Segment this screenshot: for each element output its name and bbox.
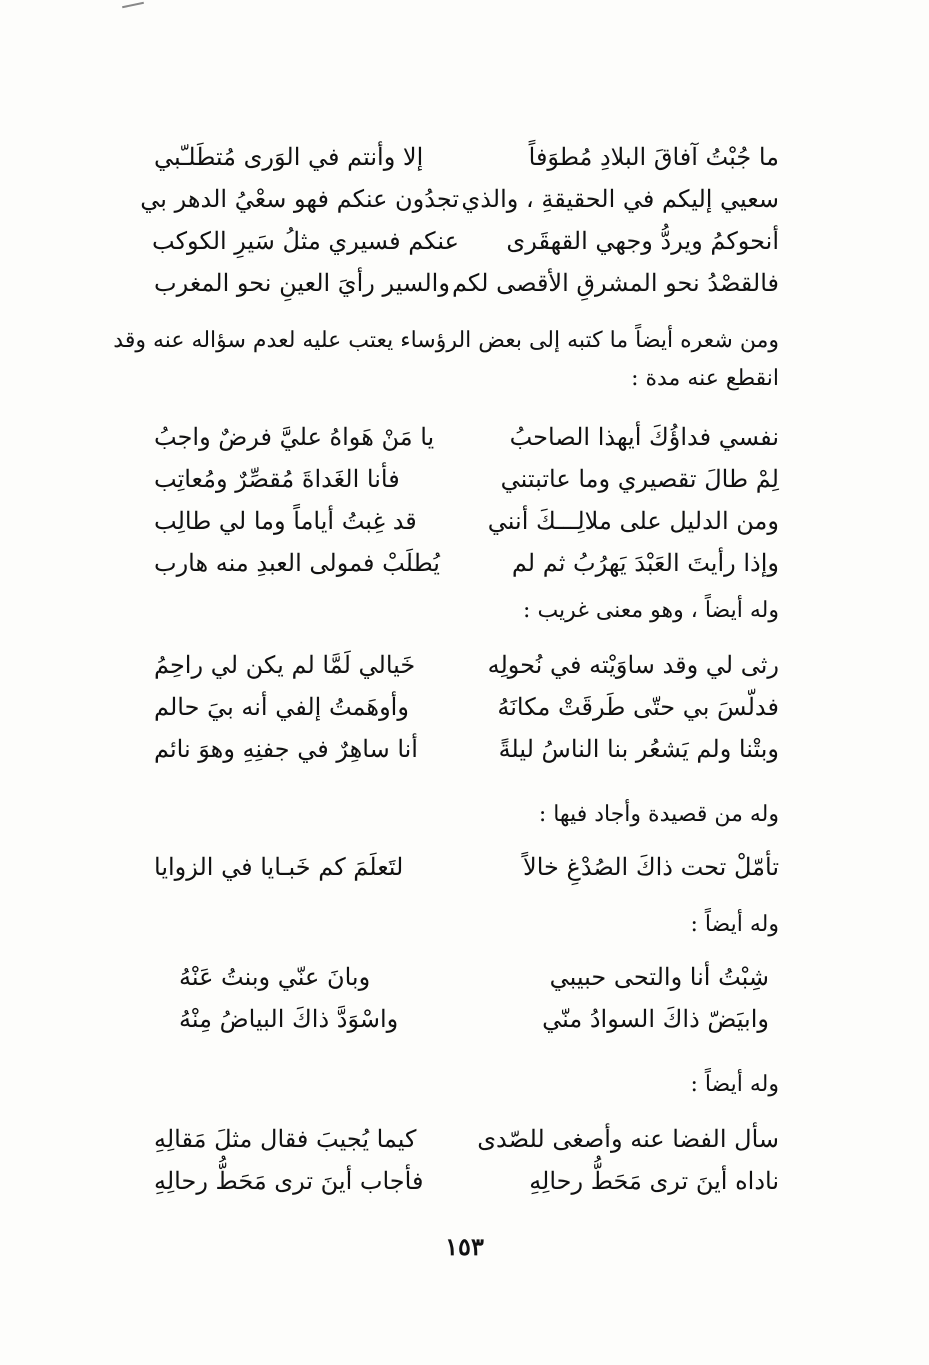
first-hemistich: أنحوكمُ ويردُّ وجهي القهقَرى	[506, 227, 779, 255]
second-hemistich: قد غِبتُ أياماً وما لي طالِب	[154, 507, 417, 535]
poem-stanza-6	[154, 1118, 779, 1202]
second-hemistich: يا مَنْ هَواهُ عليَّ فرضٌ واجبُ	[154, 423, 435, 451]
first-hemistich: ومن الدليل على ملالِـــكَ أنني	[487, 507, 779, 535]
verse	[154, 136, 779, 178]
verse	[154, 728, 779, 770]
second-hemistich: يُطلَبْ فمولى العبدِ منه هارب	[154, 549, 440, 577]
intro-text-3: وله من قصيدة وأجاد فيها :	[538, 802, 779, 827]
verse	[154, 846, 779, 888]
first-hemistich: وإذا رأيتَ العَبْدَ يَهرُبُ ثم لم	[511, 549, 779, 577]
second-hemistich: فأجاب أينَ ترى مَحَطُّ رحالِهِ	[154, 1167, 424, 1195]
second-hemistich: إلا وأنتم في الوَرى مُتطَلـّبي	[154, 143, 424, 171]
second-hemistich: عنكم فسيري مثلُ سَيرِ الكوكب	[152, 227, 459, 255]
verse	[154, 1118, 779, 1160]
intro-text-5: وله أيضاً :	[690, 1072, 779, 1097]
corner-mark	[122, 2, 144, 9]
first-hemistich: ناداه أينَ ترى مَحَطُّ رحالِهِ	[529, 1167, 779, 1195]
second-hemistich: تجدُون عنكم فهو سعْيُ الدهر بي	[140, 185, 459, 213]
first-hemistich: فالقصْدُ نحو المشرقِ الأقصى لكم	[451, 269, 779, 297]
intro-text-1: ومن شعره أيضاً ما كتبه إلى بعض الرؤساء يعتب عليه لعدم سؤاله عنه وقد انقطع عنه مدة :	[113, 328, 779, 391]
poem-stanza-2	[154, 416, 779, 584]
second-hemistich: والسير رأيَ العينِ نحو المغرب	[154, 269, 450, 297]
first-hemistich: شِبْتُ أنا والتحى حبيبي	[549, 963, 769, 991]
verse	[179, 998, 769, 1040]
verse	[154, 500, 779, 542]
verse	[154, 686, 779, 728]
intro-text-4: وله أيضاً :	[690, 912, 779, 937]
first-hemistich: نفسي فداؤُكَ أيهذا الصاحبُ	[509, 423, 779, 451]
first-hemistich: سعيي إليكم في الحقيقةِ ، والذي	[461, 185, 779, 213]
poem-stanza-3	[154, 644, 779, 770]
intro-text-2: وله أيضاً ، وهو معنى غريب :	[523, 598, 779, 623]
second-hemistich: واسْوَدَّ ذاكَ البياضُ مِنْهُ	[179, 1005, 399, 1033]
second-hemistich: أنا ساهِرٌ في جفنِهِ وهوَ نائم	[154, 735, 418, 763]
verse	[154, 1160, 779, 1202]
first-hemistich: لِمْ طالَ تقصيري وما عاتبتني	[500, 465, 779, 493]
verse	[154, 220, 779, 262]
first-hemistich: سأل الفضا عنه وأصغى للصّدى	[477, 1125, 779, 1153]
poem-stanza-4	[154, 846, 779, 888]
verse	[154, 542, 779, 584]
poem-stanza-5	[179, 956, 769, 1040]
first-hemistich: فدلّسَ بي حتّى طَرقَتْ مكانَهُ	[497, 693, 779, 721]
first-hemistich: تأمّلْ تحت ذاكَ الصُدْغِ خالاً	[523, 853, 779, 881]
verse	[179, 956, 769, 998]
first-hemistich: وابيَضّ ذاكَ السوادُ منّي	[542, 1005, 769, 1033]
second-hemistich: فأنا الغَداةَ مُقصِّرٌ ومُعاتِب	[154, 465, 400, 493]
verse	[154, 458, 779, 500]
first-hemistich: وبتْنا ولم يَشعُر بنا الناسُ ليلةً	[498, 735, 779, 763]
second-hemistich: وأوهَمتُ إلفي أنه بيَ حالم	[154, 693, 409, 721]
verse	[154, 262, 779, 304]
verse	[154, 416, 779, 458]
first-hemistich: رثى لي وقد ساوَيْته في نُحولِه	[487, 651, 779, 679]
page-number: ١٥٣	[445, 1232, 484, 1261]
first-hemistich: ما جُبْتُ آفاقَ البلادِ مُطوَفاً	[528, 143, 779, 171]
poem-stanza-1	[140, 136, 779, 304]
second-hemistich: وبانَ عنّي وبنتُ عَنْهُ	[179, 963, 371, 991]
verse	[154, 644, 779, 686]
second-hemistich: خَيالي لَمَّا لم يكن لي راحِمُ	[154, 651, 416, 679]
second-hemistich: كيما يُجيبَ فقال مثلَ مَقالِهِ	[154, 1125, 417, 1153]
verse	[140, 178, 779, 220]
second-hemistich: لتَعلَمَ كم خَبـايا في الزوايا	[154, 853, 404, 881]
